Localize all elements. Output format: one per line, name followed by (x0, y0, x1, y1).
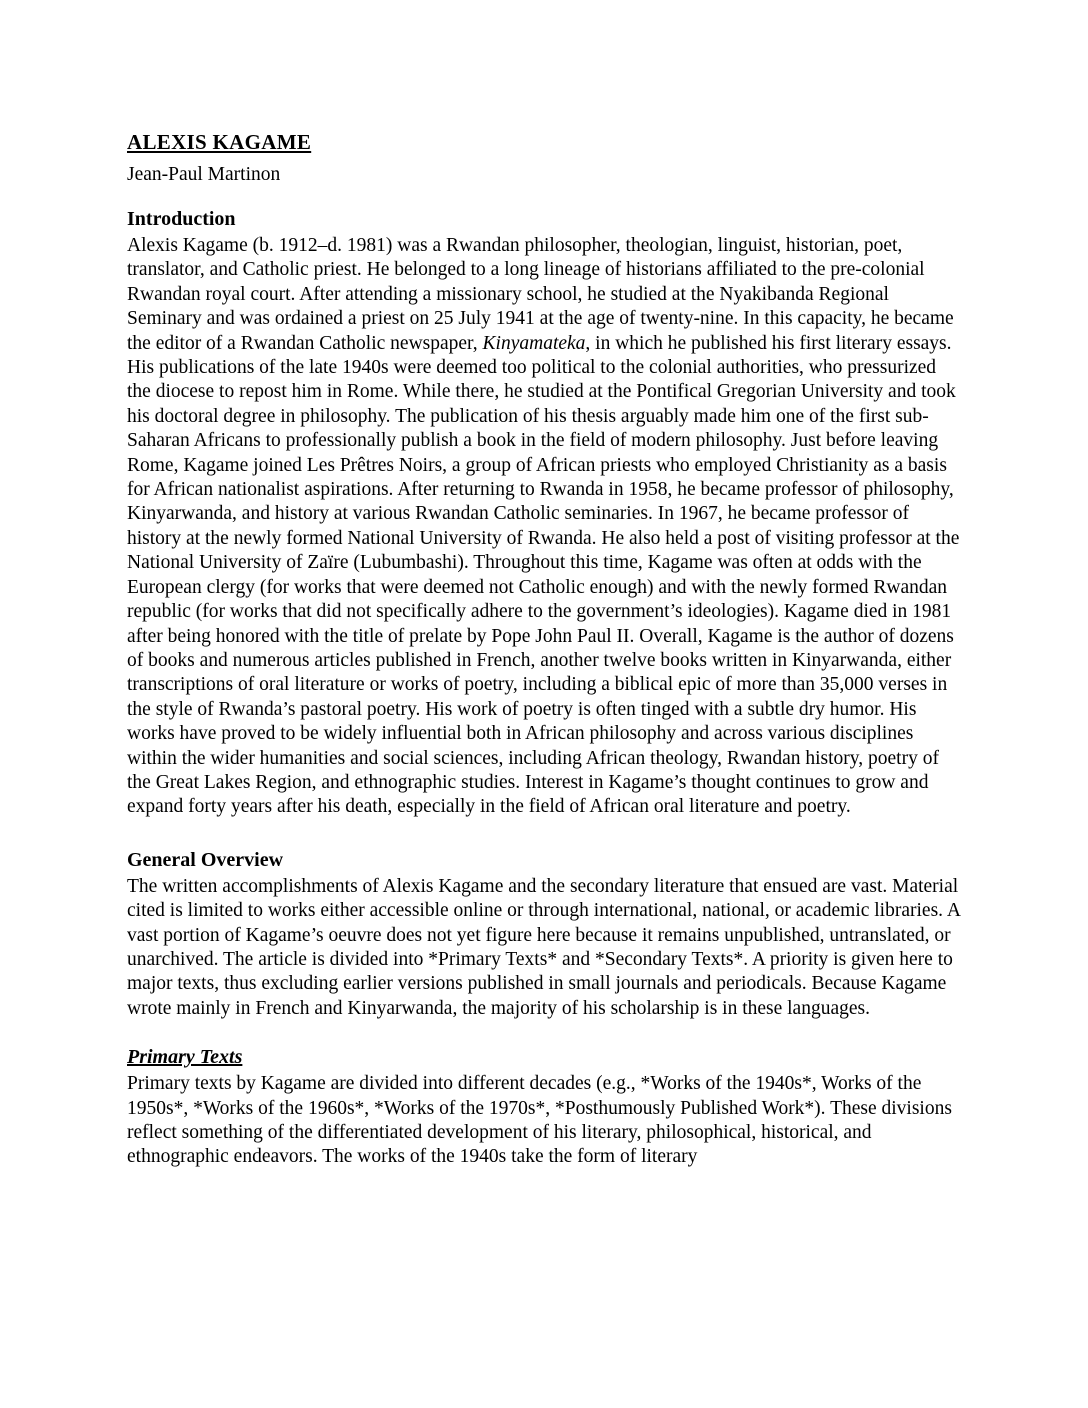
section-paragraph-primary-texts (127, 1072, 963, 1170)
section-heading-general-overview: General Overview (127, 848, 284, 871)
section-primary-texts (127, 1045, 963, 1170)
section-paragraph-introduction (127, 234, 963, 820)
section-heading-primary-texts: Primary Texts (127, 1046, 243, 1069)
text-run: Primary texts by Kagame are divided into different decades (e.g., *Works of the 1940s*, Works of the 1950s*, *Works of the 1960s*, *Works of the 1970s*, *Posthumously Published Work*). These divisions reflect something of the differentiated development of his literary, philosophical, historical, and ethnographic endeavors. The works of the 1940s take the form of literary (127, 1073, 952, 1168)
section-heading-introduction: Introduction (127, 208, 236, 230)
section-general-overview (127, 848, 963, 1021)
document-author: Jean-Paul Martinon (127, 164, 281, 185)
document-title: ALEXIS KAGAME (127, 130, 312, 154)
text-run: Alexis Kagame (b. 1912–d. 1981) was a Rwandan philosopher, theologian, linguist, historian, poet, translator, and Catholic priest. He belonged to a long lineage of historians affiliated to the pre-colonial Rwandan royal court. After attending a missionary school, he studied at the Nyakibanda Regional Seminary and was ordained a priest on 25 July 1941 at the age of twenty-nine. In this capacity, he became the editor of a Rwandan Catholic newspaper, (127, 235, 954, 354)
section-paragraph-general-overview (127, 875, 963, 1021)
section-introduction (127, 207, 963, 820)
text-run: The written accomplishments of Alexis Kagame and the secondary literature that ensued are vast. Material cited is limited to works either accessible online or through international, national, or academic libraries. A vast portion of Kagame’s oeuvre does not yet figure here because it remains unpublished, untranslated, or unarchived. The article is divided into *Primary Texts* and *Secondary Texts*. A priority is given here to major texts, thus excluding earlier versions published in small journals and periodicals. Because Kagame wrote mainly in French and Kinyarwanda, the majority of his scholarship is in these languages. (127, 875, 960, 1019)
document-page (127, 130, 963, 1170)
text-run: , in which he published his first literary essays. His publications of the late 1940s were deemed too political to the colonial authorities, who pressurized the diocese to repost him in Rome. While there, he studied at the Pontifical Gregorian University and took his doctoral degree in philosophy. The publication of his thesis arguably made him one of the first sub-Saharan Africans to professionally publish a book in the field of modern philosophy. Just before leaving Rome, Kagame joined Les Prêtres Noirs, a group of African priests who employed Christianity as a basis for African nationalist aspirations. After returning to Rwanda in 1958, he became professor of philosophy, Kinyarwanda, and history at various Rwandan Catholic seminaries. In 1967, he became professor of history at the newly formed National University of Rwanda. He also held a post of visiting professor at the National University of Zaïre (Lubumbashi). Throughout this time, Kagame was often at odds with the European clergy (for works that were deemed not Catholic enough) and with the newly formed Rwandan republic (for works that did not specifically adhere to the government’s ideologies). Kagame died in 1981 after being honored with the title of prelate by Pope John Paul II. Overall, Kagame is the author of dozens of books and numerous articles published in French, another twelve books written in Kinyarwanda, either transcriptions of oral literature or works of poetry, including a biblical epic of more than 35,000 verses in the style of Rwanda’s pastoral poetry. His work of poetry is often tinged with a subtle dry humor. His works have proved to be widely influential both in African philosophy and across various disciplines within the wider humanities and social sciences, including African theology, Rwandan history, poetry of the Great Lakes Region, and ethnographic studies. Interest in Kagame’s thought continues to grow and expand forty years after his death, especially in the field of African oral literature and poetry. (127, 332, 960, 818)
italic-text-run: Kinyamateka (482, 332, 586, 354)
